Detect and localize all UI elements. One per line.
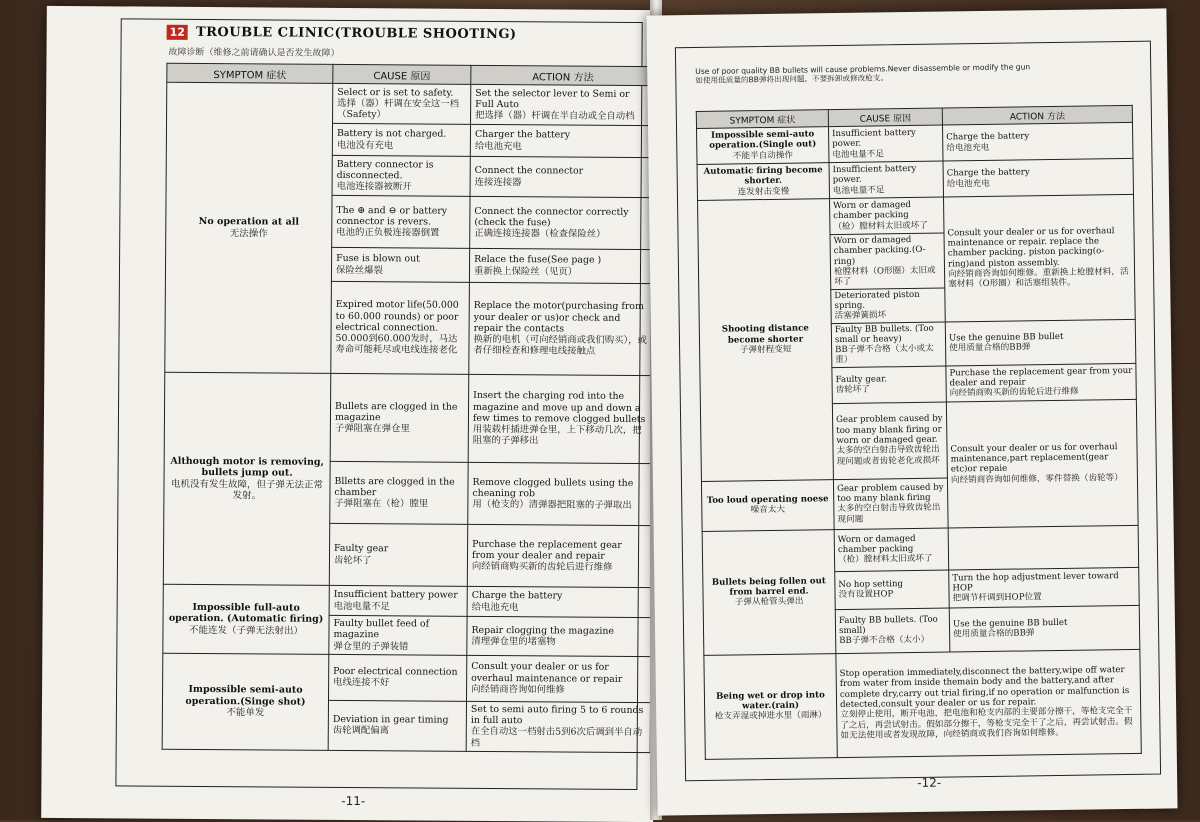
chapter-badge: 12 [167, 25, 188, 40]
warning-note: Use of poor quality BB bullets will cause problems.Never disassemble or modify the gun 如使用低质量的BB弹将出现问题。不要拆卸或修改枪支。 [695, 62, 1031, 86]
page-number: -12- [917, 775, 942, 790]
cause-cell: Worn or damaged chamber packing （枪）膛材料太旧或坏了 [830, 197, 944, 235]
action-cell: Consult your dealer or us for overhaul maintenance,part replacement(gear etc)or repaie 向经销商咨询如何维修，零件替换（齿轮等） [946, 399, 1138, 528]
table-row [163, 653, 651, 702]
action-header: ACTION 方法 [942, 105, 1132, 125]
trouble-table-left [162, 63, 656, 753]
cause-cell: Faulty gear. 齿轮坏了 [832, 366, 946, 404]
cause-cell: Select or is set to safety. 选择（器）杆调在安全这一档（Safety） [333, 83, 471, 124]
cause-header: CAUSE 原因 [333, 64, 471, 84]
action-cell: Repair clogging the magazine 清理弹仓里的堵塞物 [467, 616, 651, 656]
action-cell: Consult your dealer or us for overhaul maintenance or repair 向经销商咨询如何维修 [466, 655, 650, 702]
cause-cell: Deviation in gear timing 齿轮调配偏离 [328, 700, 466, 751]
cause-cell: Blletts are clogged in the chamber 子弹阻塞在（枪）膛里 [330, 461, 468, 524]
cause-cell: Faulty gear 齿轮坏了 [329, 523, 467, 586]
cause-cell: The ⊕ and ⊖ or battery connector is revers. 电池的正负极连接器倒置 [332, 195, 470, 248]
table-row [704, 649, 1141, 759]
action-cell: Use the genuine BB bullet 使用质量合格的BB弹 [945, 319, 1136, 366]
table-row [167, 82, 655, 125]
cause-cell: Worn or damaged chamber packing.(O-ring) 枪膛材料（O形圈）太旧或坏了 [830, 233, 945, 289]
symptom-cell: Shooting distance become shorter 子弹射程变短 [698, 199, 834, 482]
symptom-cell: No operation at all 无法操作 [165, 82, 333, 373]
symptom-cell: Being wet or drop into water.(rain) 枪支弄湿或掉进水里（雨淋） [704, 653, 837, 759]
cause-cell: Insufficient battery power. 电池电量不足 [829, 161, 943, 199]
action-cell: Insert the charging rod into the magazine and move up and down a few times to remove clogged bullets 用装载杆插进弹仓里，上下移动几次，把阻塞的子弹移出 [468, 374, 653, 463]
cause-cell: Faulty BB bullets. (Too small or heavy) BB子弹不合格（太小或太重） [831, 322, 946, 368]
table-row [697, 122, 1133, 164]
action-cell: Connect the connector 连接连接器 [470, 156, 654, 197]
action-cell: Set the selector lever to Semi or Full Auto 把选择（器）杆调在半自动或全自动档 [471, 84, 655, 125]
symptom-header: SYMPTOM 症状 [167, 63, 333, 83]
manual-page-12 [646, 8, 1177, 815]
merged-action-cell: Stop operation immediately,disconnect the battery,wipe off water from water from inside themain body and the battery,and after complete dry,carry out trial firing,if no operation or malfunction is detected,consult your dealer or us for repair. 立刻停止使用，断开电池，把电池和枪支内部的主要部分擦干，等枪支完全干了之后，再尝试射击。假如部分擦干，等枪支完全干了之后，再尝试射击。假如无法使用或者发现故障，向经销商或我们咨询如何维修。 [836, 649, 1141, 757]
action-cell [948, 525, 1139, 570]
cause-cell: Battery is not charged. 电池没有充电 [332, 123, 470, 156]
action-cell: Set to semi auto firing 5 to 6 rounds in full auto 在全自动这一档射击5到6次后调到半自动档 [466, 701, 650, 752]
symptom-cell: Although motor is removing, bullets jump out. 电机没有发生故障，但子弹无法正常发射。 [163, 372, 330, 585]
table-row [697, 158, 1133, 200]
table-row [164, 372, 653, 463]
action-cell: Purchase the replacement gear from your dealer and repair 向经销商购买新的齿轮后进行维修 [946, 363, 1136, 402]
cause-header: CAUSE 原因 [828, 108, 942, 127]
action-cell: Use the genuine BB bullet 使用质量合格的BB弹 [949, 605, 1140, 652]
symptom-cell: Impossible semi-auto operation.(Singe shot) 不能单发 [162, 653, 329, 750]
trouble-table-right [696, 105, 1142, 760]
cause-cell: Insufficient battery power. 电池电量不足 [829, 125, 943, 163]
cause-cell: Worn or damaged chamber packing （枪）膛材料太旧或坏了 [834, 528, 949, 572]
action-cell: Remove clogged bullets using the cheaning rob 用（枪支的）清弹器把阻塞的子弹取出 [468, 462, 652, 525]
cause-cell: Fuse is blown out 保险丝爆裂 [331, 247, 469, 282]
page-subtitle: 故障诊断（维修之前请确认是否发生故障） [168, 47, 340, 59]
cause-cell: Insufficient battery power 电池电量不足 [329, 585, 467, 616]
action-header: ACTION 方法 [471, 65, 655, 85]
page-number: -11- [341, 793, 366, 809]
table-row [163, 584, 651, 617]
page-header [167, 25, 517, 42]
manual-page-11 [41, 6, 659, 822]
symptom-cell: Impossible semi-auto operation.(Single out) 不能半自动操作 [697, 127, 829, 165]
cause-cell: Deteriorated piston spring. 活塞弹簧损坏 [831, 288, 945, 324]
page-title: TROUBLE CLINIC(TROUBLE SHOOTING) [195, 24, 517, 43]
cause-cell: Faulty BB bullets. (Too small) BB子弹不合格（太小） [835, 608, 950, 654]
symptom-cell: Automatic firing become shorter. 连发射击变慢 [697, 163, 829, 201]
action-cell: Charge the battery 给电池充电 [467, 586, 651, 617]
action-cell: Purchase the replacement gear from your dealer and repair 向经销商购买新的齿轮后进行维修 [467, 524, 651, 587]
action-cell: Consult your dealer or us for overhaul maintenance or repair. replace the chamber packing. piston packing(o-ring)and piston assembly. 向经销商咨询如何维修。重新换上枪膛材料，活塞材料（O形圈）和活塞组装件。 [944, 194, 1136, 321]
cause-cell: Poor electrical connection 电线连接不好 [329, 654, 467, 701]
cause-cell: Gear problem caused by too many blank firing 太多的空白射击导致齿轮出现问题 [833, 478, 948, 530]
table-row [698, 194, 1134, 236]
cause-cell: Faulty bullet feed of magazine 弹仓里的子弹装错 [329, 615, 467, 655]
action-cell: Replace the motor(purchasing from your dealer or us)or check and repair the contacts 换新的电机（可向经销商或我们购买），或者仔细检查和修理电线接触点 [469, 282, 654, 375]
action-cell: Charge the battery 给电池充电 [942, 122, 1132, 161]
cause-cell: Battery connector is disconnected. 电池连接器被断开 [332, 155, 470, 196]
action-cell: Connect the connector correctly (check the fuse) 正确连接连接器（检查保险丝） [470, 196, 654, 249]
action-cell: Turn the hop adjustment lever toward HOP 把调节杆调到HOP位置 [949, 567, 1140, 608]
cause-cell: Expired motor life(50.000 to 60.000 rounds) or poor electrical connection. 50.000到60.000发时，马达寿命可能耗尽或电线连接老化 [331, 281, 470, 374]
symptom-cell: Too loud operating noese 噪音太大 [701, 479, 834, 531]
cause-cell: No hop setting 没有设置HOP [835, 570, 950, 610]
cause-cell: Bullets are clogged in the magazine 子弹阻塞在弹仓里 [330, 373, 469, 462]
symptom-header: SYMPTOM 症状 [696, 110, 828, 129]
symptom-cell: Impossible full-auto operation. (Automatic firing) 不能连发（子弹无法射出） [163, 584, 329, 654]
action-cell: Charge the battery 给电池充电 [943, 158, 1133, 197]
action-cell: Charger the battery 给电池充电 [470, 124, 654, 157]
action-cell: Relace the fuse(See page ) 重新换上保险丝（见页） [469, 248, 653, 283]
cause-cell: Gear problem caused by too many blank firing or worn or damaged gear. 太多的空白射击导致齿轮出现问题或者齿轮老化或损坏 [832, 402, 947, 480]
table-row [702, 525, 1139, 573]
symptom-cell: Bullets being follen out from barrel end. 子弹从枪管头弹出 [702, 529, 836, 655]
